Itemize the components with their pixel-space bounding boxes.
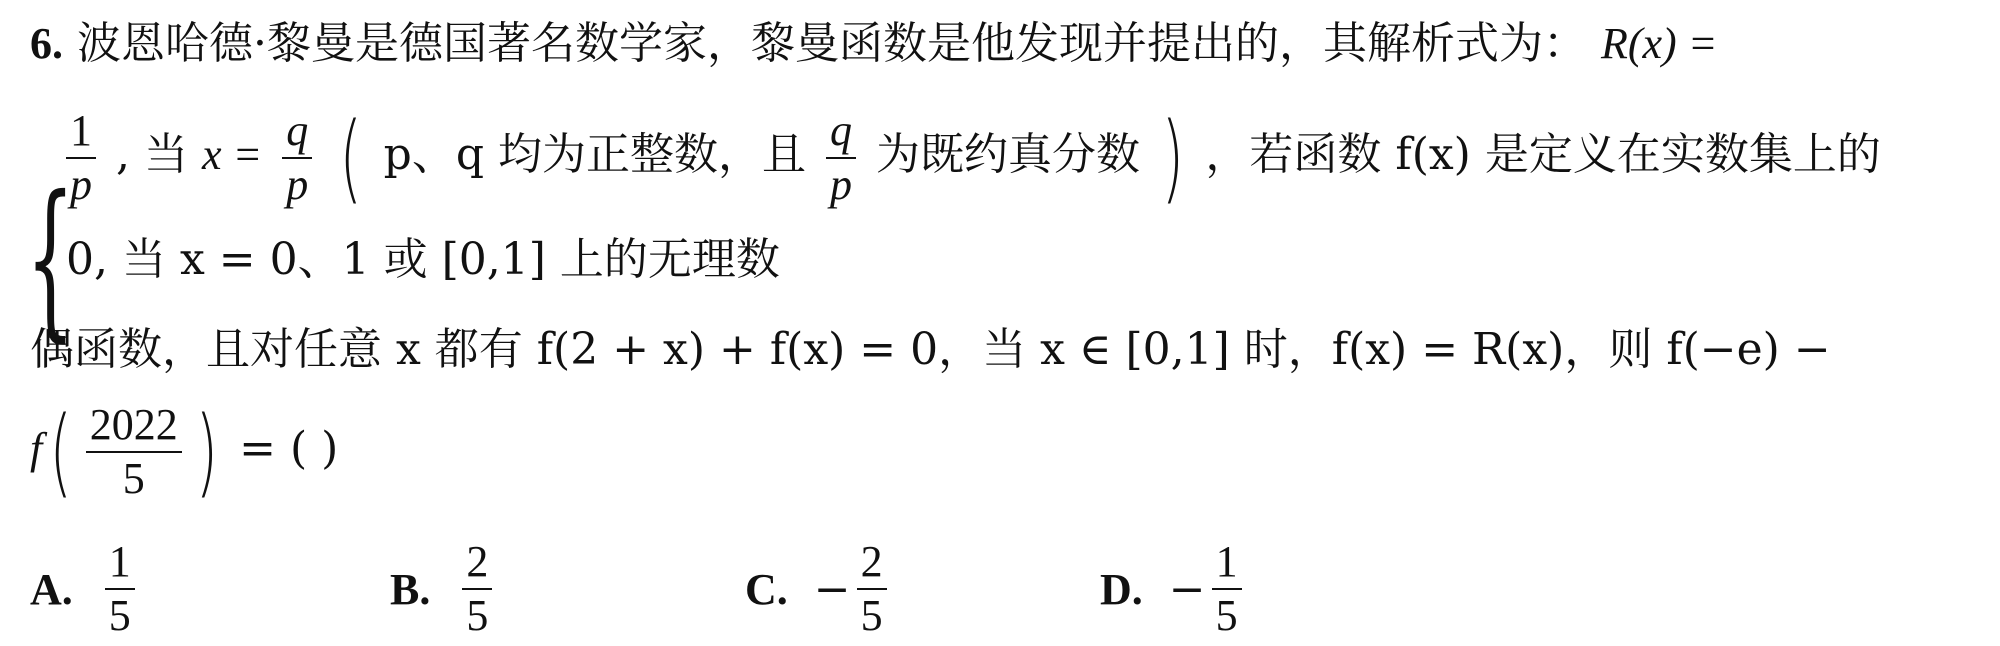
line4-tail: = ( ) [239, 423, 339, 474]
case1-when: , 当 [116, 129, 202, 180]
option-b[interactable]: B. $\frac{2}{5}$ [390, 540, 498, 638]
case1-qp-fraction-2: $\frac{q}{p}$ [826, 109, 856, 207]
option-d[interactable]: D. − $\frac{1}{5}$ [1100, 540, 1248, 638]
case1-condition-a: p、q 均为正整数，且 [383, 129, 820, 180]
case1-condition-b: 为既约真分数 [875, 129, 1140, 180]
line3-text: 偶函数，且对任意 x 都有 f(2 + x) + f(x) = 0，当 x ∈ [0,1] 时，f(x) = R(x)，则 f(−e) − [30, 324, 1831, 375]
option-a[interactable]: A. $\frac{1}{5}$ [30, 540, 141, 638]
case1-x-eq: x = [201, 130, 263, 179]
line4-fraction: $\frac{2022}{5}$ [86, 403, 182, 501]
left-paren: ( [339, 101, 363, 214]
question-line-3 [30, 322, 1831, 378]
question-line-1 [30, 16, 1717, 72]
question-line-4 [30, 394, 339, 508]
line2-tail: ，若函数 f(x) 是定义在实数集上的 [1205, 129, 1881, 180]
option-c[interactable]: C. − $\frac{2}{5}$ [745, 540, 893, 638]
piecewise-case-1 [60, 100, 1881, 214]
option-a-fraction: $\frac{1}{5}$ [105, 540, 135, 638]
option-c-fraction: $\frac{2}{5}$ [857, 540, 887, 638]
line4-left-paren: ( [49, 395, 73, 508]
piecewise-case-2 [66, 232, 780, 288]
question-intro: 波恩哈德·黎曼是德国著名数学家，黎曼函数是他发现并提出的，其解析式为： [77, 18, 1587, 69]
case1-fraction: $\frac{1}{p}$ [66, 109, 96, 207]
case1-qp-fraction: $\frac{q}{p}$ [282, 109, 312, 207]
option-b-fraction: $\frac{2}{5}$ [462, 540, 492, 638]
question-number: 6. [30, 19, 63, 68]
riemann-function-label: R(x) = [1600, 19, 1718, 68]
right-paren: ) [1161, 101, 1184, 214]
case2-text: 0, 当 x = 0、1 或 [0,1] 上的无理数 [66, 234, 780, 285]
line4-right-paren: ) [195, 395, 218, 508]
piecewise-brace: { [26, 160, 75, 358]
option-d-fraction: $\frac{1}{5}$ [1212, 540, 1242, 638]
line4-f: f [30, 424, 43, 473]
